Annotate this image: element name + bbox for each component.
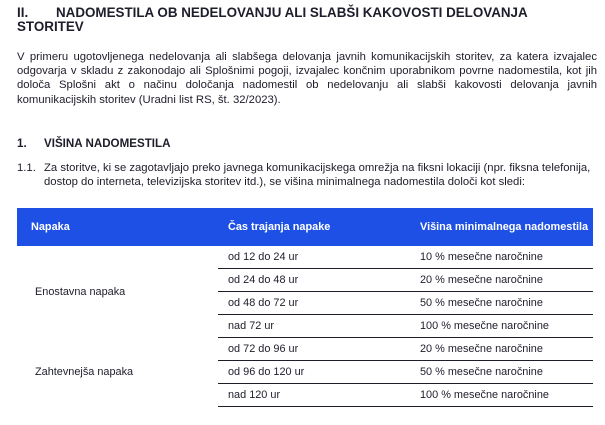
compensation-cell: 50 % mesečne naročnine <box>410 361 593 384</box>
subsection-heading <box>17 137 170 150</box>
compensation-cell: 20 % mesečne naročnine <box>410 338 593 361</box>
duration-cell: od 72 do 96 ur <box>218 338 410 361</box>
header-error: Napaka <box>17 208 218 246</box>
section-heading <box>17 6 592 34</box>
duration-cell: nad 120 ur <box>218 384 410 407</box>
clause-text: Za storitve, ki se zagotavljajo preko javnega komunikacijskega omrežja na fiksni lokaciji (npr. fiksna telefonija, dostop do interneta, televizijska storitev itd.), se višina minimalnega nadomestila določi kot sledi: <box>44 162 591 189</box>
compensation-cell: 50 % mesečne naročnine <box>410 292 593 315</box>
duration-cell: od 24 do 48 ur <box>218 269 410 292</box>
compensation-table <box>17 208 593 407</box>
header-compensation: Višina minimalnega nadomestila <box>410 208 593 246</box>
table-row <box>17 338 593 361</box>
table-row <box>17 246 593 269</box>
compensation-cell: 100 % mesečne naročnine <box>410 384 593 407</box>
clause-number: 1.1. <box>17 162 36 174</box>
compensation-cell: 100 % mesečne naročnine <box>410 315 593 338</box>
table-header-row <box>17 208 593 246</box>
compensation-cell: 20 % mesečne naročnine <box>410 269 593 292</box>
duration-cell: nad 72 ur <box>218 315 410 338</box>
subsection-title: VIŠINA NADOMESTILA <box>44 137 171 150</box>
error-type-simple: Enostavna napaka <box>35 285 126 298</box>
section-title: NADOMESTILA OB NEDELOVANJU ALI SLABŠI KAKOVOSTI DELOVANJA STORITEV <box>17 5 528 34</box>
duration-cell: od 96 do 120 ur <box>218 361 410 384</box>
duration-cell: od 12 do 24 ur <box>218 246 410 269</box>
duration-cell: od 48 do 72 ur <box>218 292 410 315</box>
section-number: II. <box>17 5 29 20</box>
subsection-number: 1. <box>17 137 27 150</box>
error-type-complex: Zahtevnejša napaka <box>35 366 134 378</box>
compensation-cell: 10 % mesečne naročnine <box>410 246 593 269</box>
section-intro: V primeru ugotovljenega nedelovanja ali slabšega delovanja javnih komunikacijskih storitev, za katera izvajalec odgovarja v skladu z zakonodajo ali Splošnimi pogoji, izvajalec končnim uporabnikom povrne nadomestila, kot jih določa Splošni akt o načinu določanja nadomestil ob nedelovanju ali slabši kakovosti delovanja javnih komunikacijskih storitev (Uradni list RS, št. 32/2023). <box>17 51 597 106</box>
header-duration: Čas trajanja napake <box>218 208 410 246</box>
